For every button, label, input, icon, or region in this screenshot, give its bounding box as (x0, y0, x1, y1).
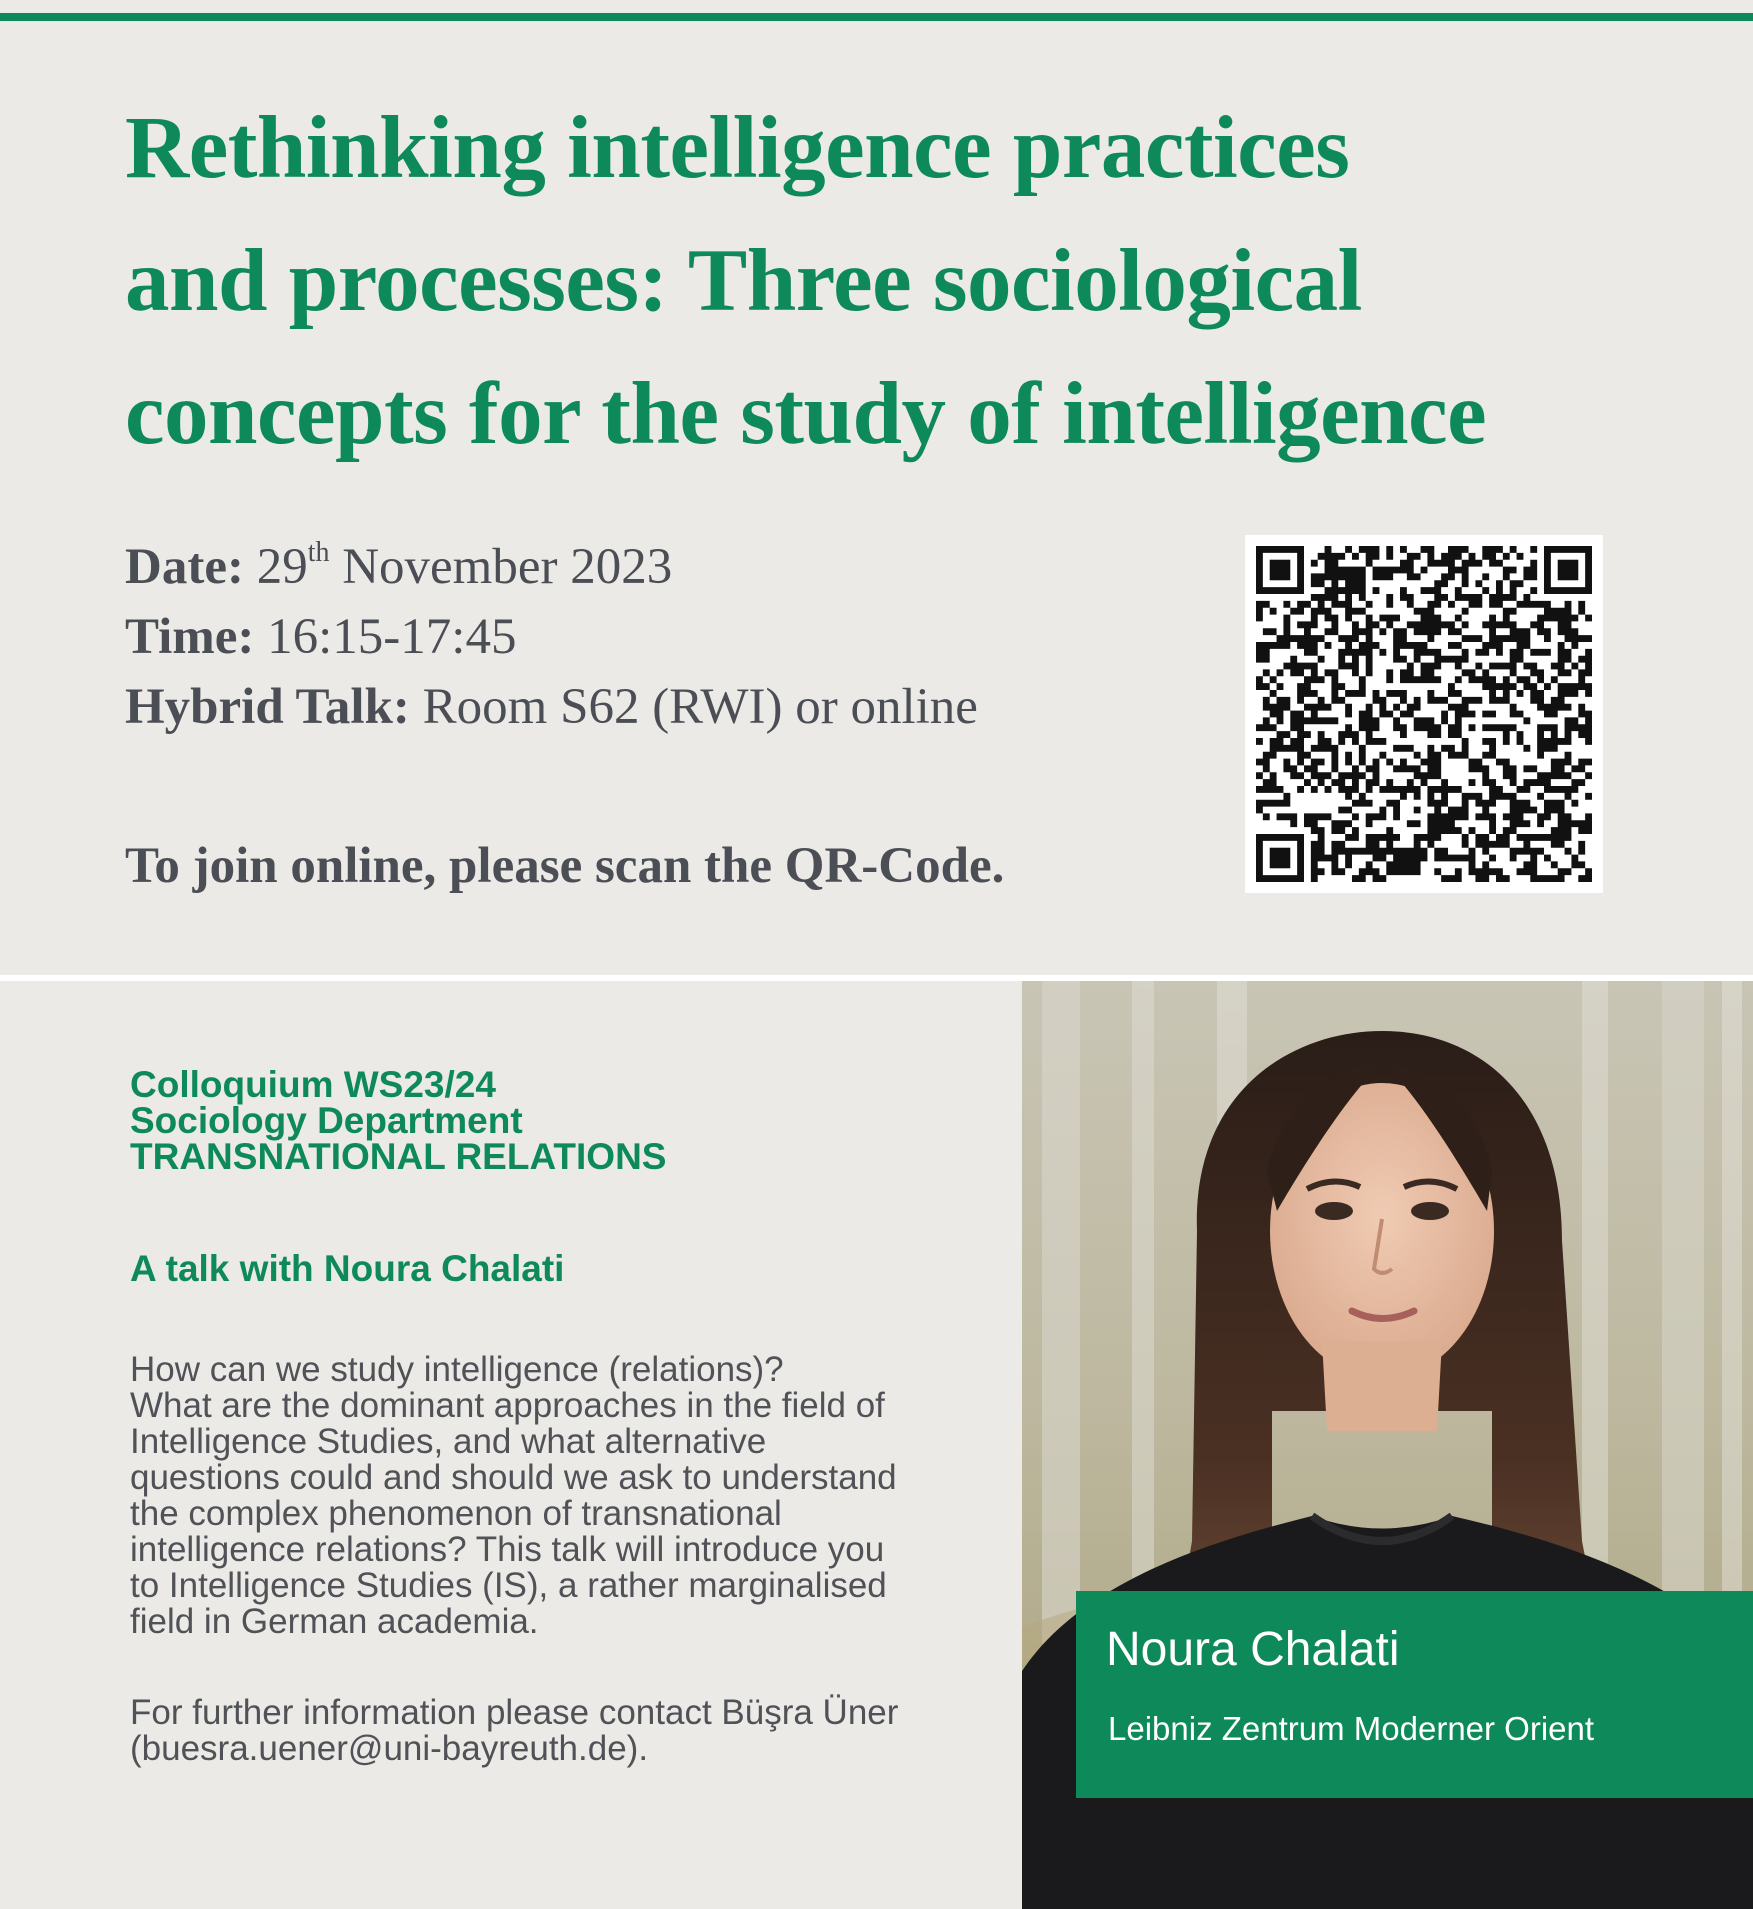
colloquium-series (130, 1064, 667, 1177)
join-instructions: To join online, please scan the QR-Code. (125, 838, 1005, 894)
title-line-3: concepts for the study of intelligence (125, 365, 1487, 463)
qr-finder-inner (1558, 560, 1579, 581)
time-row (125, 602, 978, 672)
date-rest: November 2023 (342, 539, 673, 595)
date-day: 29 (256, 539, 308, 595)
qr-finder-inner (1270, 848, 1291, 869)
date-suffix: th (307, 537, 330, 568)
time-label: Time: (125, 609, 255, 665)
series-line-1: Colloquium WS23/24 (130, 1064, 496, 1105)
qr-modules (1256, 546, 1592, 882)
series-line-3: TRANSNATIONAL RELATIONS (130, 1136, 667, 1177)
talk-with-heading: A talk with Noura Chalati (130, 1248, 565, 1289)
date-label: Date: (125, 539, 244, 595)
abstract-line: field in German academia. (130, 1602, 539, 1641)
abstract-line: to Intelligence Studies (IS), a rather marginalised (130, 1566, 887, 1605)
contact-line: For further information please contact Büşra Üner (130, 1693, 899, 1732)
abstract-line: intelligence relations? This talk will introduce you (130, 1530, 885, 1569)
contact-info (130, 1695, 898, 1767)
speaker-affiliation: Leibniz Zentrum Moderner Orient (1108, 1710, 1595, 1747)
abstract-line: How can we study intelligence (relations)? (130, 1350, 784, 1389)
title-line-1: Rethinking intelligence practices (125, 99, 1350, 197)
contact-email-line[interactable]: (buesra.uener@uni-bayreuth.de). (130, 1729, 649, 1768)
top-rule (0, 13, 1753, 21)
hybrid-row (125, 672, 978, 742)
title-line-2: and processes: Three sociological (125, 232, 1362, 330)
speaker-name-box (1076, 1591, 1753, 1798)
qr-code[interactable] (1245, 535, 1603, 893)
hybrid-label: Hybrid Talk: (125, 679, 410, 735)
qr-code-icon (1245, 535, 1603, 893)
speaker-name: Noura Chalati (1106, 1623, 1400, 1676)
series-line-2: Sociology Department (130, 1100, 523, 1141)
qr-finder-inner (1270, 560, 1291, 581)
talk-abstract (130, 1352, 897, 1640)
time-value: 16:15-17:45 (267, 609, 517, 665)
event-details (125, 532, 978, 742)
poster-title (125, 82, 1725, 481)
abstract-line: the complex phenomenon of transnational (130, 1494, 782, 1533)
abstract-line: What are the dominant approaches in the field of (130, 1386, 885, 1425)
abstract-line: questions could and should we ask to understand (130, 1458, 897, 1497)
date-row (125, 532, 978, 602)
hybrid-value: Room S62 (RWI) or online (422, 679, 978, 735)
abstract-line: Intelligence Studies, and what alternative (130, 1422, 767, 1461)
